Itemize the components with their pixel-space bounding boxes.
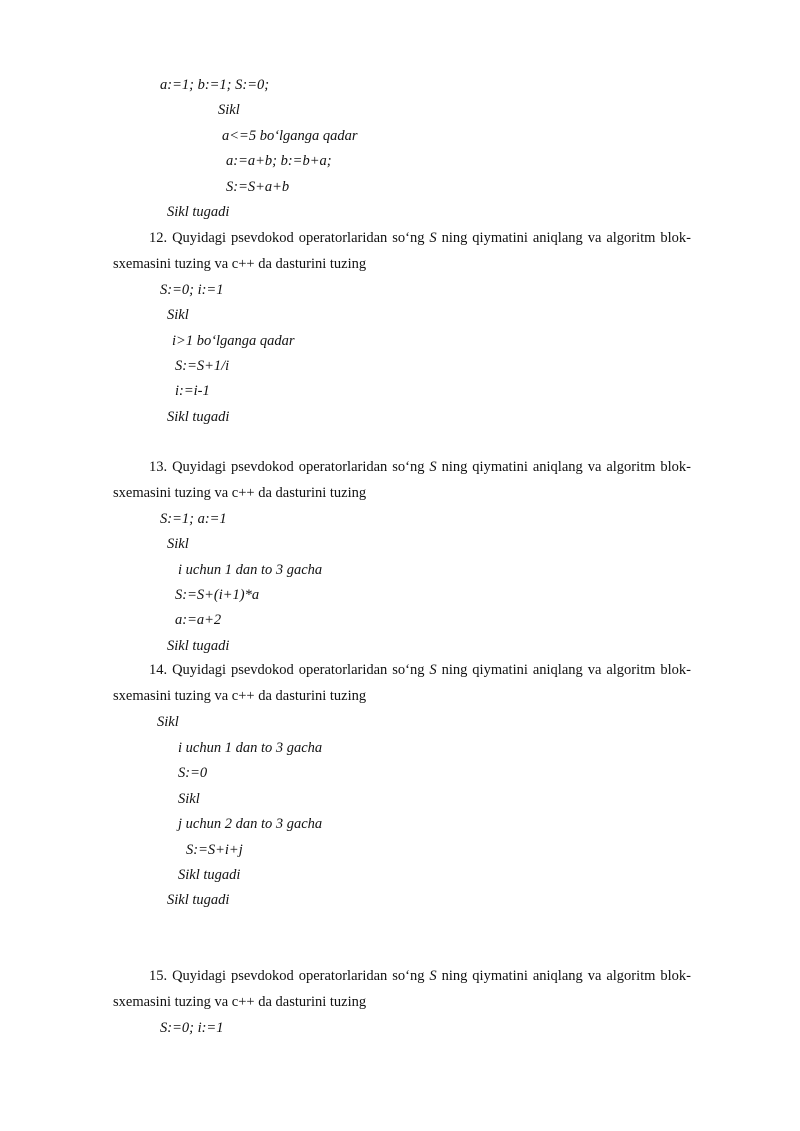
code-line: i uchun 1 dan to 3 gacha — [178, 562, 323, 578]
question-number: 12. — [149, 230, 168, 246]
question-number: 15. — [149, 968, 168, 984]
variable-name: S — [429, 459, 437, 475]
code-line: Sikl — [167, 307, 189, 323]
question-text: ning qiymatini aniqlang va algoritm blok-sxemasini tuzing va c++ da dasturini tuzing — [113, 662, 691, 704]
question-number: 13. — [149, 459, 168, 475]
question-13-text — [113, 455, 691, 506]
variable-name: S — [429, 968, 437, 984]
question-text: Quyidagi psevdokod operatorlaridan so‘ng — [167, 662, 430, 678]
question-text: ning qiymatini aniqlang va algoritm blok-sxemasini tuzing va c++ da dasturini tuzing — [113, 230, 691, 272]
code-line: i:=i-1 — [175, 383, 210, 399]
code-line: S:=1; a:=1 — [160, 511, 227, 527]
code-line: Sikl — [157, 714, 179, 730]
code-line: a:=a+2 — [175, 612, 222, 628]
variable-name: S — [429, 230, 437, 246]
code-line: S:=0; i:=1 — [160, 1020, 224, 1036]
code-line: j uchun 2 dan to 3 gacha — [178, 816, 323, 832]
question-text: Quyidagi psevdokod operatorlaridan so‘ng — [167, 968, 430, 984]
code-line: S:=S+1/i — [175, 358, 230, 374]
code-line: S:=0; i:=1 — [160, 282, 224, 298]
code-line: Sikl — [178, 791, 200, 807]
code-line: S:=S+(i+1)*a — [175, 587, 260, 603]
code-line: Sikl tugadi — [167, 409, 230, 425]
code-line: S:=S+i+j — [186, 842, 243, 858]
code-line: Sikl — [218, 102, 240, 118]
code-line: S:=0 — [178, 765, 208, 781]
code-line: Sikl tugadi — [178, 867, 241, 883]
code-line: Sikl tugadi — [167, 204, 230, 220]
question-text: Quyidagi psevdokod operatorlaridan so‘ng — [167, 459, 430, 475]
code-line: Sikl — [167, 536, 189, 552]
question-number: 14. — [149, 662, 168, 678]
question-text: ning qiymatini aniqlang va algoritm blok-sxemasini tuzing va c++ da dasturini tuzing — [113, 968, 691, 1010]
question-text: Quyidagi psevdokod operatorlaridan so‘ng — [167, 230, 430, 246]
code-line: a:=a+b; b:=b+a; — [226, 153, 332, 169]
variable-name: S — [429, 662, 437, 678]
question-text: ning qiymatini aniqlang va algoritm blok-sxemasini tuzing va c++ da dasturini tuzing — [113, 459, 691, 501]
code-line: i>1 bo‘lganga qadar — [172, 333, 295, 349]
code-line: S:=S+a+b — [226, 179, 290, 195]
code-line: Sikl tugadi — [167, 638, 230, 654]
code-line: a<=5 bo‘lganga qadar — [222, 128, 358, 144]
question-14-text — [113, 658, 691, 709]
question-12-text — [113, 226, 691, 277]
question-15-text — [113, 964, 691, 1015]
code-line: Sikl tugadi — [167, 892, 230, 908]
code-line: i uchun 1 dan to 3 gacha — [178, 740, 323, 756]
code-line: a:=1; b:=1; S:=0; — [160, 77, 270, 93]
